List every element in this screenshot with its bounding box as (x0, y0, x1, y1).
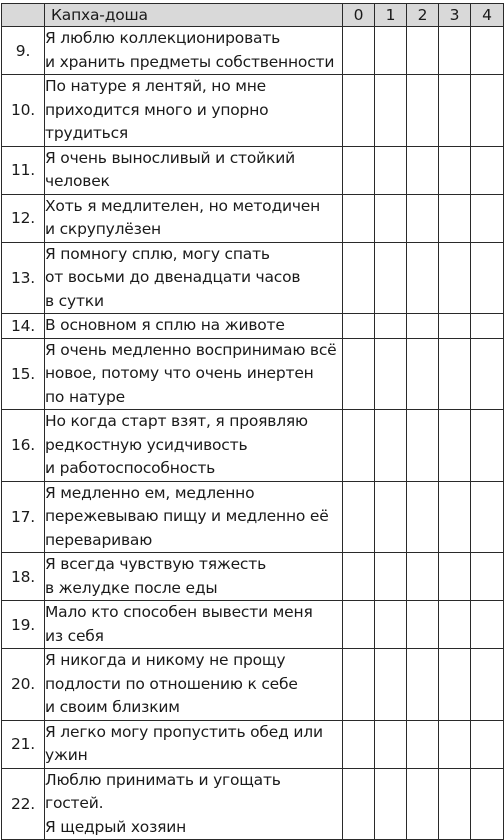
header-score-1: 1 (375, 4, 407, 27)
score-cell-0[interactable] (343, 720, 375, 768)
kapha-questionnaire-table (1, 3, 504, 840)
score-cell-2[interactable] (407, 720, 439, 768)
table-row (2, 194, 504, 242)
score-cell-2[interactable] (407, 338, 439, 410)
statement-line: пережевываю пищу и медленно её (45, 507, 329, 525)
score-cell-1[interactable] (375, 481, 407, 553)
score-cell-1[interactable] (375, 75, 407, 147)
statement-line: и своим близким (45, 698, 180, 716)
statement-text (45, 242, 343, 314)
score-cell-0[interactable] (343, 314, 375, 339)
score-cell-2[interactable] (407, 410, 439, 482)
score-cell-4[interactable] (471, 601, 504, 649)
score-cell-0[interactable] (343, 410, 375, 482)
statement-text (45, 553, 343, 601)
table-row (2, 27, 504, 75)
score-cell-3[interactable] (439, 194, 471, 242)
score-cell-3[interactable] (439, 75, 471, 147)
score-cell-4[interactable] (471, 338, 504, 410)
score-cell-4[interactable] (471, 27, 504, 75)
statement-line: Я люблю коллекционировать (45, 29, 281, 47)
statement-line: По натуре я лентяй, но мне (45, 77, 267, 95)
table-row (2, 649, 504, 721)
row-number: 20. (2, 649, 45, 721)
score-cell-2[interactable] (407, 601, 439, 649)
statement-line: в сутки (45, 291, 104, 310)
table-row (2, 553, 504, 601)
score-cell-0[interactable] (343, 768, 375, 840)
statement-line: Хоть я медлителен, но методичен (45, 196, 321, 215)
score-cell-3[interactable] (439, 338, 471, 410)
row-number: 13. (2, 242, 45, 314)
score-cell-4[interactable] (471, 768, 504, 840)
score-cell-1[interactable] (375, 768, 407, 840)
row-number: 14. (2, 314, 45, 339)
statement-line: В основном я сплю на животе (45, 316, 285, 334)
statement-line: по натуре (45, 387, 125, 406)
table-row (2, 768, 504, 840)
score-cell-4[interactable] (471, 481, 504, 553)
statement-line: подлости по отношению к себе (45, 674, 298, 693)
score-cell-1[interactable] (375, 27, 407, 75)
score-cell-1[interactable] (375, 410, 407, 482)
statement-line: приходится много и упорно (45, 100, 269, 119)
table-row (2, 242, 504, 314)
statement-line: трудиться (45, 124, 129, 142)
statement-line: от восьми до двенадцати часов (45, 268, 301, 286)
score-cell-4[interactable] (471, 649, 504, 721)
row-number: 15. (2, 338, 45, 410)
statement-text (45, 649, 343, 721)
score-cell-3[interactable] (439, 146, 471, 194)
row-number: 22. (2, 768, 45, 840)
score-cell-3[interactable] (439, 27, 471, 75)
score-cell-0[interactable] (343, 649, 375, 721)
score-cell-2[interactable] (407, 768, 439, 840)
statement-line: редкостную усидчивость (45, 435, 248, 454)
score-cell-3[interactable] (439, 720, 471, 768)
statement-line: и скрупулёзен (45, 220, 161, 238)
header-title: Капха-доша (45, 4, 343, 27)
score-cell-0[interactable] (343, 194, 375, 242)
statement-line: человек (45, 172, 110, 190)
statement-text (45, 75, 343, 147)
score-cell-1[interactable] (375, 146, 407, 194)
statement-line: Люблю принимать и угощать гостей. (45, 770, 281, 812)
score-cell-3[interactable] (439, 242, 471, 314)
statement-text (45, 410, 343, 482)
row-number: 12. (2, 194, 45, 242)
statement-line: Я легко могу пропустить обед или (45, 722, 323, 741)
row-number: 16. (2, 410, 45, 482)
score-cell-4[interactable] (471, 314, 504, 339)
statement-text (45, 481, 343, 553)
score-cell-0[interactable] (343, 338, 375, 410)
statement-text (45, 601, 343, 649)
score-cell-2[interactable] (407, 553, 439, 601)
score-cell-2[interactable] (407, 314, 439, 339)
score-cell-4[interactable] (471, 410, 504, 482)
score-cell-2[interactable] (407, 242, 439, 314)
score-cell-0[interactable] (343, 242, 375, 314)
statement-line: Но когда старт взят, я проявляю (45, 412, 308, 430)
score-cell-2[interactable] (407, 75, 439, 147)
statement-rows (2, 27, 504, 840)
statement-line: перевариваю (45, 530, 153, 549)
score-cell-4[interactable] (471, 194, 504, 242)
statement-text (45, 194, 343, 242)
score-cell-2[interactable] (407, 27, 439, 75)
score-cell-3[interactable] (439, 314, 471, 339)
score-cell-0[interactable] (343, 75, 375, 147)
statement-line: и хранить предметы собственности (45, 52, 335, 71)
score-cell-1[interactable] (375, 720, 407, 768)
row-number: 17. (2, 481, 45, 553)
score-cell-3[interactable] (439, 553, 471, 601)
score-cell-3[interactable] (439, 649, 471, 721)
table-row (2, 75, 504, 147)
table-row (2, 146, 504, 194)
statement-line: Я помногу сплю, могу спать (45, 244, 270, 263)
statement-line: Я щедрый хозяин (45, 817, 187, 836)
header-row (2, 4, 504, 27)
statement-line: и работоспособность (45, 459, 216, 477)
score-cell-1[interactable] (375, 194, 407, 242)
statement-line: новое, потому что очень инертен (45, 364, 314, 382)
header-number-cell (2, 4, 45, 27)
score-cell-2[interactable] (407, 649, 439, 721)
score-cell-1[interactable] (375, 553, 407, 601)
row-number: 11. (2, 146, 45, 194)
score-cell-1[interactable] (375, 338, 407, 410)
score-cell-0[interactable] (343, 601, 375, 649)
statement-line: Я всегда чувствую тяжесть (45, 555, 267, 573)
score-cell-4[interactable] (471, 553, 504, 601)
statement-line: Я медленно ем, медленно (45, 483, 255, 502)
score-cell-4[interactable] (471, 75, 504, 147)
score-cell-1[interactable] (375, 242, 407, 314)
row-number: 21. (2, 720, 45, 768)
score-cell-0[interactable] (343, 481, 375, 553)
statement-text (45, 27, 343, 75)
score-cell-3[interactable] (439, 601, 471, 649)
row-number: 9. (2, 27, 45, 75)
statement-text (45, 768, 343, 840)
statement-text (45, 720, 343, 768)
score-cell-2[interactable] (407, 481, 439, 553)
score-cell-1[interactable] (375, 314, 407, 339)
statement-line: Я очень выносливый и стойкий (45, 148, 295, 167)
score-cell-4[interactable] (471, 242, 504, 314)
score-cell-0[interactable] (343, 146, 375, 194)
table-row (2, 601, 504, 649)
statement-line: Мало кто способен вывести меня (45, 603, 313, 621)
score-cell-2[interactable] (407, 194, 439, 242)
header-score-4: 4 (471, 4, 504, 27)
statement-line: Я никогда и никому не прощу (45, 651, 286, 669)
score-cell-0[interactable] (343, 553, 375, 601)
header-score-3: 3 (439, 4, 471, 27)
statement-text (45, 338, 343, 410)
score-cell-4[interactable] (471, 146, 504, 194)
row-number: 18. (2, 553, 45, 601)
score-cell-1[interactable] (375, 649, 407, 721)
row-number: 10. (2, 75, 45, 147)
score-cell-4[interactable] (471, 720, 504, 768)
statement-line: ужин (45, 746, 88, 764)
table-row (2, 338, 504, 410)
statement-line: в желудке после еды (45, 578, 218, 597)
table-row (2, 481, 504, 553)
score-cell-0[interactable] (343, 27, 375, 75)
score-cell-2[interactable] (407, 146, 439, 194)
header-score-0: 0 (343, 4, 375, 27)
table-row (2, 410, 504, 482)
score-cell-3[interactable] (439, 768, 471, 840)
statement-text (45, 146, 343, 194)
table-row (2, 720, 504, 768)
statement-line: Я очень медленно воспринимаю всё (45, 340, 337, 359)
score-cell-3[interactable] (439, 410, 471, 482)
score-cell-1[interactable] (375, 601, 407, 649)
header-score-2: 2 (407, 4, 439, 27)
statement-text (45, 314, 343, 339)
score-cell-3[interactable] (439, 481, 471, 553)
table-row (2, 314, 504, 339)
row-number: 19. (2, 601, 45, 649)
statement-line: из себя (45, 626, 104, 645)
